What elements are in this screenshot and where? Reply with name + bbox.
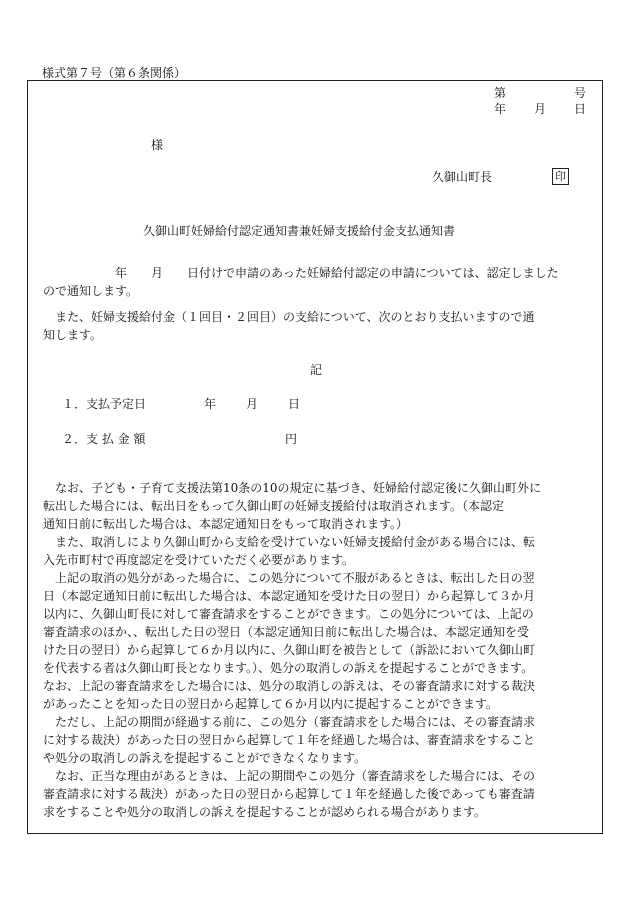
note-paragraph-2: また、取消しにより久御山町から支給を受けていない妊婦支援給付金がある場合には、転 入先市町村で再度認定を受けていただく必要があります。	[43, 535, 536, 567]
payment-date-year: 年	[204, 397, 217, 411]
date-year: 年	[494, 102, 507, 116]
payment-date-day: 日	[288, 397, 301, 411]
number-prefix: 第	[494, 86, 507, 100]
document-frame	[27, 80, 603, 834]
note-paragraph-5: なお、正当な理由があるときは、上記の期間やこの処分（審査請求をした場合には、その 審査請求に対する裁決）があった日の翌日から起算して１年を経過した後であっても審査請 求をすることや処分の取消しの訴えを提起することが認められる場合があります。	[43, 769, 536, 819]
date-month: 月	[534, 102, 547, 116]
ki-heading: 記	[310, 363, 323, 377]
amount-label: ２．支 払 金 額	[62, 432, 146, 446]
intro-paragraph-2: また、妊婦支援給付金（１回目・２回目）の支給について、次のとおり支払いますので通 知します。	[43, 310, 535, 342]
addressee-suffix: 様	[151, 138, 164, 152]
number-suffix: 号	[574, 86, 587, 100]
document-title: 久御山町妊婦給付認定通知書兼妊婦支援給付金支払通知書	[143, 224, 456, 238]
date-day: 日	[574, 102, 587, 116]
note-paragraph-4: ただし、上記の期間が経過する前に、この処分（審査請求をした場合には、その審査請求 に対する裁決）があった日の翌日から起算して１年を経過した場合は、審査請求をすること や処分の取消しの訴えを提起することができなくなります。	[43, 715, 536, 765]
note-paragraph-3: 上記の取消の処分があった場合に、この処分について不服があるときは、転出した日の翌 日（本認定通知日前に転出した場合は、本認定通知を受けた日の翌日）から起算して３か月 以内に、久御山町長に対して審査請求をすることができます。この処分については、上記の 審査請求のほか、、転出した日の翌日（本認定通知日前に転出した場合は、本認定通知を受 けた日の翌日）から起算して６か月以内に、久御山町を被告として（訴訟において久御山町 を代表する者は久御山町長となります。）、処分の取消しの訴えを提起することができます。 なお、上記の審査請求をした場合には、処分の取消しの訴えは、その審査請求に対する裁決 があったことを知った日の翌日から起算して６か月以内に提起することができます。	[43, 571, 536, 711]
payment-date-label: １．支払予定日	[62, 397, 147, 411]
note-paragraph-1: なお、子ども・子育て支援法第10条の10の規定に基づき、妊婦給付認定後に久御山町外に 転出した場合には、転出日をもって久御山町の妊婦支援給付は取消されます。（本認定 通知日前に転出した場合は、本認定通知日をもって取消されます。）	[43, 481, 542, 531]
intro-paragraph-1: 年 月 日付けで申請のあった妊婦給付認定の申請については、認定しました ので通知します。	[43, 266, 559, 298]
seal-mark: 印	[552, 168, 569, 185]
amount-unit: 円	[285, 432, 298, 446]
form-number-label: 様式第７号（第６条関係）	[42, 66, 187, 80]
issuer-name: 久御山町長	[432, 170, 493, 184]
payment-date-month: 月	[246, 397, 259, 411]
